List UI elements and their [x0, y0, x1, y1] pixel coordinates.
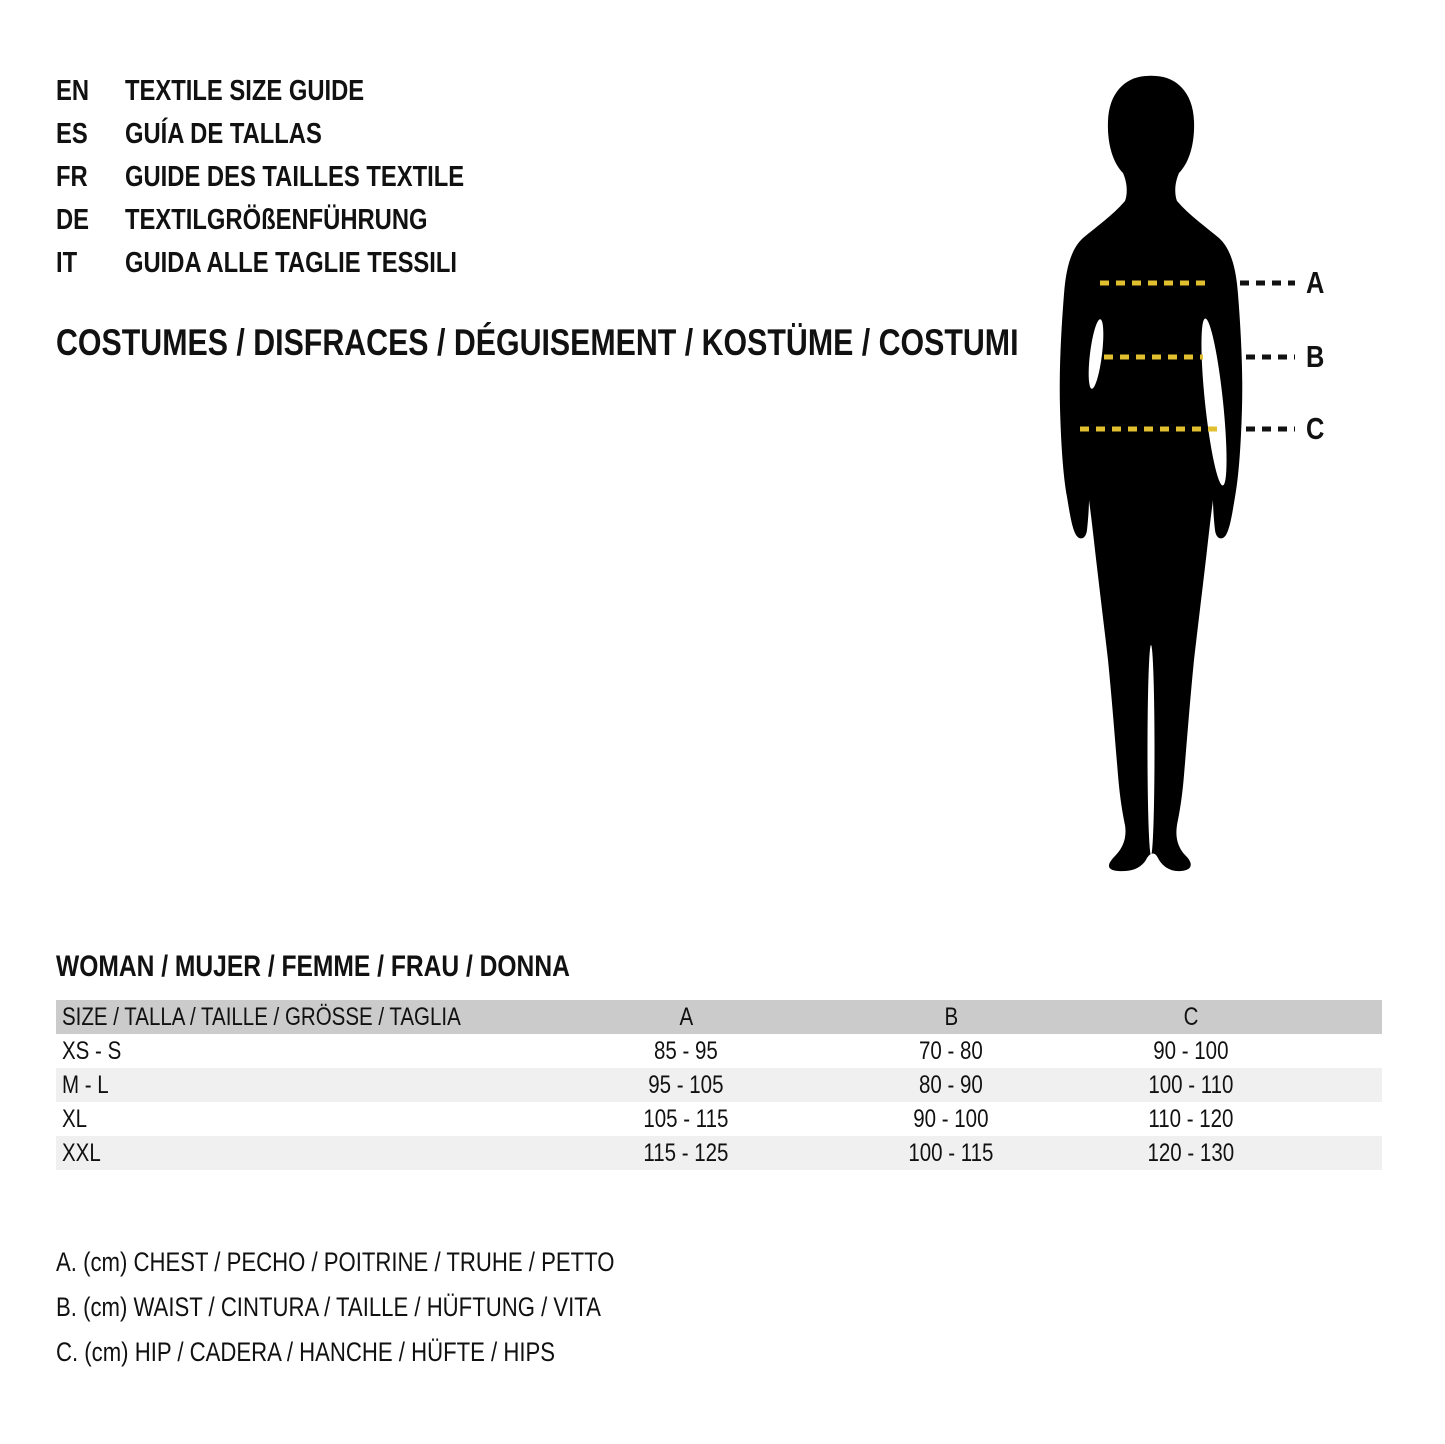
marker-label-a: A [1306, 265, 1325, 300]
size-cell: XL [62, 1104, 88, 1133]
lang-code: IT [56, 247, 78, 279]
lang-title: GUÍA DE TALLAS [125, 118, 322, 150]
section-heading-woman: WOMAN / MUJER / FEMME / FRAU / DONNA [56, 950, 570, 983]
hip-range-cell: 90 - 100 [1153, 1036, 1229, 1065]
col-header-a: A [679, 1002, 693, 1031]
lang-code: FR [56, 161, 88, 193]
waist-range-cell: 70 - 80 [919, 1036, 983, 1065]
marker-label-c: C [1306, 411, 1325, 446]
size-table [56, 1000, 1382, 1170]
table-row-xs-s [56, 1034, 1382, 1068]
table-spacer-cell [1316, 1136, 1382, 1170]
hip-range-cell: 110 - 120 [1148, 1104, 1234, 1133]
chest-range-cell: 95 - 105 [648, 1070, 724, 1099]
lang-code: ES [56, 118, 88, 150]
legs-gap [1148, 645, 1155, 855]
hip-range-cell: 100 - 110 [1148, 1070, 1234, 1099]
chest-range-cell: 85 - 95 [654, 1036, 718, 1065]
table-spacer-cell [1316, 1102, 1382, 1136]
lang-title: TEXTILE SIZE GUIDE [125, 75, 365, 107]
waist-range-cell: 80 - 90 [919, 1070, 983, 1099]
col-header-c: C [1183, 1002, 1199, 1031]
hip-range-cell: 120 - 130 [1147, 1138, 1235, 1167]
chest-range-cell: 115 - 125 [643, 1138, 729, 1167]
col-header-b: B [944, 1002, 958, 1031]
table-spacer-cell [1316, 1068, 1382, 1102]
size-cell: XXL [62, 1138, 101, 1167]
waist-range-cell: 90 - 100 [913, 1104, 989, 1133]
lang-code: EN [56, 75, 90, 107]
waist-range-cell: 100 - 115 [908, 1138, 994, 1167]
legend-chest: A. (cm) CHEST / PECHO / POITRINE / TRUHE / PETTO [56, 1247, 615, 1277]
table-row-xl [56, 1102, 1382, 1136]
table-spacer-cell [1316, 1000, 1382, 1034]
size-cell: M - L [62, 1070, 109, 1099]
lang-title: GUIDA ALLE TAGLIE TESSILI [125, 247, 458, 279]
lang-title: TEXTILGRÖßENFÜHRUNG [125, 204, 428, 236]
size-cell: XS - S [62, 1036, 122, 1065]
legend-waist: B. (cm) WAIST / CINTURA / TAILLE / HÜFTUNG / VITA [56, 1292, 601, 1322]
legend-hip: C. (cm) HIP / CADERA / HANCHE / HÜFTE / HIPS [56, 1337, 556, 1367]
table-row-xxl [56, 1136, 1382, 1170]
marker-label-b: B [1306, 339, 1325, 374]
size-table-header-row [56, 1000, 1382, 1034]
chest-range-cell: 105 - 115 [643, 1104, 729, 1133]
lang-code: DE [56, 204, 90, 236]
table-spacer-cell [1316, 1034, 1382, 1068]
size-column-header: SIZE / TALLA / TAILLE / GRÖSSE / TAGLIA [62, 1002, 461, 1031]
lang-title: GUIDE DES TAILLES TEXTILE [125, 161, 465, 193]
category-title: COSTUMES / DISFRACES / DÉGUISEMENT / KOSTÜME / COSTUMI [56, 322, 1019, 363]
measurement-legend [56, 1240, 737, 1375]
table-row-m-l [56, 1068, 1382, 1102]
